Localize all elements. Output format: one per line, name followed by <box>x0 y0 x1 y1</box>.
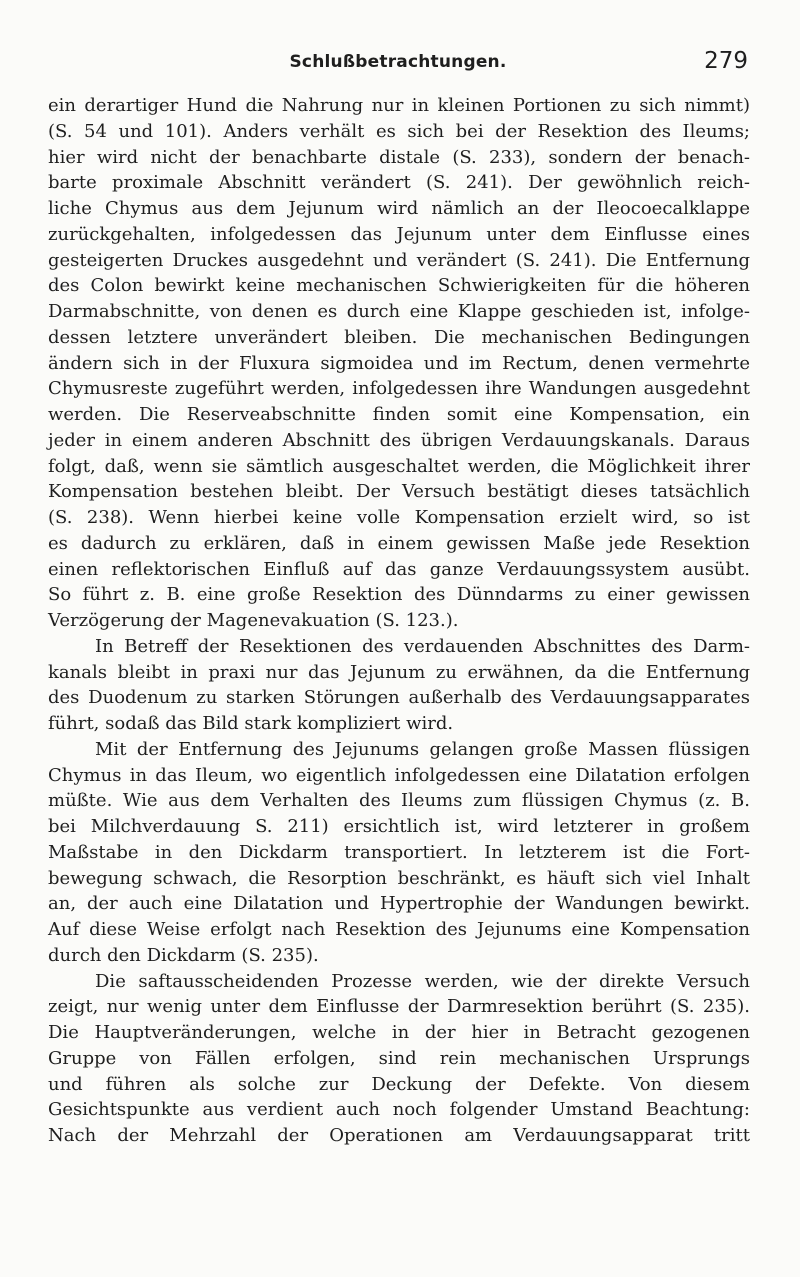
text-line: So führt z. B. eine große Resektion des Dünndarms zu einer gewissen <box>48 584 750 606</box>
text-line: Maßstabe in den Dickdarm transportiert. In letzterem ist die Fort- <box>48 841 750 863</box>
text-line: hier wird nicht der benachbarte distale (S. 233), sondern der benach- <box>48 146 750 168</box>
text-line: an, der auch eine Dilatation und Hypertrophie der Wandungen bewirkt. <box>48 893 750 915</box>
running-title: Schlußbetrachtungen. <box>289 52 507 72</box>
text-line: (S. 238). Wenn hierbei keine volle Kompensation erzielt wird, so ist <box>48 507 750 528</box>
text-line: folgt, daß, wenn sie sämtlich ausgeschaltet werden, die Möglichkeit ihrer <box>48 455 750 477</box>
text-line: zurückgehalten, infolgedessen das Jejunum unter dem Einflusse eines <box>48 223 750 245</box>
text-line: durch den Dickdarm (S. 235). <box>48 944 319 966</box>
text-line: werden. Die Reserveabschnitte finden somit eine Kompensation, ein <box>48 404 750 425</box>
body-text <box>48 93 750 1149</box>
text-line: liche Chymus aus dem Jejunum wird nämlich an der Ileocoecalklappe <box>48 198 750 219</box>
text-line: zeigt, nur wenig unter dem Einflusse der Darmresektion berührt (S. 235). <box>48 996 750 1018</box>
text-line: ändern sich in der Fluxura sigmoidea und im Rectum, denen vermehrte <box>48 352 750 374</box>
text-line: kanals bleibt in praxi nur das Jejunum zu erwähnen, da die Entfernung <box>48 661 750 683</box>
text-line: es dadurch zu erklären, daß in einem gewissen Maße jede Resektion <box>48 532 750 554</box>
text-line: und führen als solche zur Deckung der Defekte. Von diesem <box>48 1073 750 1095</box>
text-line: Verzögerung der Magenevakuation (S. 123.). <box>48 610 459 631</box>
text-line: dessen letztere unverändert bleiben. Die mechanischen Bedingungen <box>48 326 750 348</box>
text-line: Gruppe von Fällen erfolgen, sind rein mechanischen Ursprungs <box>48 1047 750 1069</box>
text-line: Chymusreste zugeführt werden, infolgedessen ihre Wandungen ausgedehnt <box>48 378 750 400</box>
text-line: Kompensation bestehen bleibt. Der Versuch bestätigt dieses tatsächlich <box>48 481 750 503</box>
text-line: müßte. Wie aus dem Verhalten des Ileums zum flüssigen Chymus (z. B. <box>48 790 750 812</box>
text-line: gesteigerten Druckes ausgedehnt und verändert (S. 241). Die Entfernung <box>48 249 750 271</box>
text-line: Gesichtspunkte aus verdient auch noch folgender Umstand Beachtung: <box>48 1099 750 1121</box>
text-line: ein derartiger Hund die Nahrung nur in kleinen Portionen zu sich nimmt) <box>48 95 750 116</box>
text-line: Auf diese Weise erfolgt nach Resektion des Jejunums eine Kompensation <box>48 919 750 940</box>
running-header <box>48 48 748 78</box>
text-line: Nach der Mehrzahl der Operationen am Verdauungsapparat tritt <box>48 1125 750 1146</box>
text-line: jeder in einem anderen Abschnitt des übrigen Verdauungskanals. Daraus <box>48 429 750 451</box>
text-line: bewegung schwach, die Resorption beschränkt, es häuft sich viel Inhalt <box>48 867 750 889</box>
text-line: Die saftausscheidenden Prozesse werden, wie der direkte Versuch <box>95 970 750 992</box>
text-line: (S. 54 und 101). Anders verhält es sich bei der Resektion des Ileums; <box>48 120 750 142</box>
text-line: bei Milchverdauung S. 211) ersichtlich ist, wird letzterer in großem <box>48 816 750 837</box>
text-line: Die Hauptveränderungen, welche in der hier in Betracht gezogenen <box>48 1022 750 1043</box>
page-number: 279 <box>704 48 748 74</box>
text-line: des Colon bewirkt keine mechanischen Schwierigkeiten für die höheren <box>48 275 750 297</box>
text-line: Mit der Entfernung des Jejunums gelangen große Massen flüssigen <box>95 738 750 760</box>
text-line: des Duodenum zu starken Störungen außerhalb des Verdauungsapparates <box>48 687 750 709</box>
text-line: Darmabschnitte, von denen es durch eine Klappe geschieden ist, infolge- <box>48 301 750 322</box>
text-line: einen reflektorischen Einfluß auf das ganze Verdauungssystem ausübt. <box>48 558 750 580</box>
text-line: führt, sodaß das Bild stark kompliziert wird. <box>48 713 454 734</box>
text-line: Chymus in das Ileum, wo eigentlich infolgedessen eine Dilatation erfolgen <box>48 764 750 786</box>
text-line: barte proximale Abschnitt verändert (S. 241). Der gewöhnlich reich- <box>48 172 750 194</box>
text-line: In Betreff der Resektionen des verdauenden Abschnittes des Darm- <box>95 635 750 657</box>
